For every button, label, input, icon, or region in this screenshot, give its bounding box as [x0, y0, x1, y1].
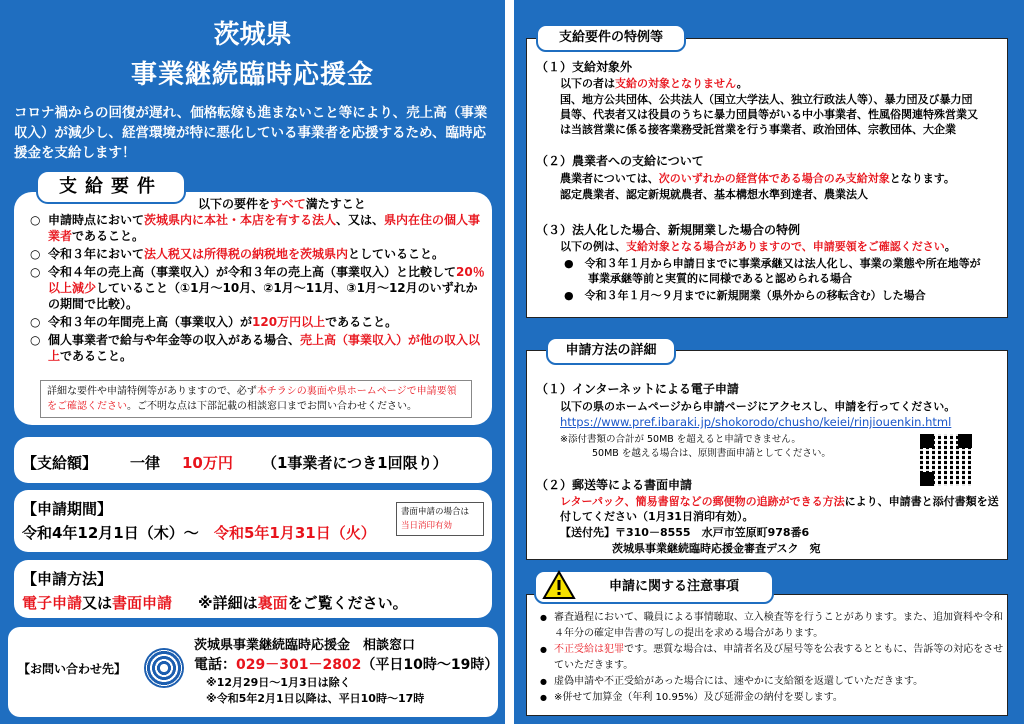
apply-destination-name: 茨城県事業継続臨時応援金審査デスク 宛 [612, 542, 821, 555]
special-s2-title: （２）農業者への支給について [536, 154, 704, 168]
amount-label: 【支給額】 [22, 454, 98, 472]
caution-item: ● ※併せて加算金（年利 10.95%）及び延滞金の納付を要します。 [540, 690, 1010, 706]
apply-url-link[interactable]: https://www.pref.ibaraki.jp/shokorodo/chusho/keiei/rinjiouenkin.html [560, 415, 952, 429]
apply-label: 申請方法の詳細 [546, 337, 676, 365]
requirement-item: ○ 個人事業者で給与や年金等の収入がある場合、売上高（事業収入）が他の収入以上であること。 [30, 333, 481, 363]
apply-mail-body2: 付してください（1月31日消印有効）。 [560, 510, 754, 523]
postmark-note: 書面申請の場合は 当日消印有効 [396, 502, 484, 536]
caution-item: ● 審査過程において、職員による事情聴取、立入検査等を行うことがあります。また、追加資料や令和４年分の確定申告書の写しの提出を求める場合があります。 [540, 610, 1010, 642]
amount-value: 10万円 [182, 454, 233, 472]
apply-online-body: 以下の県のホームページから申請ページにアクセスし、申請を行ってください。 [560, 400, 956, 413]
contact-note-holiday: ※12月29日～1月3日は除く [206, 676, 351, 689]
special-s2-lead: 農業者については、次のいずれかの経営体である場合のみ支給対象となります。 [560, 172, 955, 185]
intro-text: コロナ禍からの回復が遅れ、価格転嫁も進まないこと等により、売上高（事業収入）が減少し、経営環境が特に悪化している事業者を応援するため、臨時応援金を支給します！ [14, 105, 488, 161]
special-s1-line: は当該営業に係る接客業務受託営業を行う事業者、政治団体、宗教団体、大企業 [560, 123, 956, 136]
apply-mail-title: （２）郵送等による書面申請 [536, 478, 693, 492]
special-s3-lead: 以下の例は、支給対象となる場合がありますので、申請要領をご確認ください。 [560, 240, 956, 253]
requirement-item: ○ 令和３年の年間売上高（事業収入）が120万円以上であること。 [30, 315, 398, 329]
prefecture-logo-icon [144, 648, 184, 688]
apply-mail-body: レターパック、簡易書留などの郵便物の追跡ができる方法により、申請書と添付書類を送 [560, 495, 999, 508]
qr-code-icon[interactable] [920, 434, 972, 486]
period-start: 令和4年12月1日（木）～ [22, 524, 199, 542]
special-label: 支給要件の特例等 [536, 24, 686, 52]
apply-destination: 【送付先】〒310－8555 水戸市笠原町978番6 [560, 526, 810, 539]
amount-text: 一律 [130, 454, 161, 472]
special-s1-lead: 以下の者は支給の対象となりません。 [560, 77, 748, 90]
special-s3-bullet: ● 令和３年１月～９月までに新規開業（県外からの移転含む）した場合 [564, 289, 926, 302]
requirement-item: ○ 令和３年において法人税又は所得税の納税地を茨城県内としていること。 [30, 247, 445, 261]
special-s3-bullet: ● 令和３年１月から申請日までに事業承継又は法人化し、事業の業態や所在地等が [564, 257, 981, 270]
period-label: 【申請期間】 [22, 500, 113, 518]
special-s2-body: 認定農業者、認定新規就農者、基本構想水準到達者、農業法人 [560, 188, 868, 201]
special-s1-line: 国、地方公共団体、公共法人（国立大学法人、独立行政法人等）、暴力団及び暴力団 [560, 93, 973, 106]
special-s1-title: （１）支給対象外 [536, 60, 633, 74]
apply-online-title: （１）インターネットによる電子申請 [536, 382, 739, 396]
requirements-list [26, 212, 486, 366]
contact-phone[interactable]: 電話：029－301－2802（平日10時～19時） [194, 657, 499, 673]
requirements-note: 以下の要件をすべて満たすこと [198, 197, 366, 211]
requirements-label: 支給要件 [36, 170, 186, 204]
caution-list [540, 610, 1010, 706]
caution-item: ● 虚偽申請や不正受給があった場合には、速やかに支給額を返還していただきます。 [540, 674, 1010, 690]
title-prefecture: 茨城県 [213, 20, 292, 50]
amount-note: （1事業者につき1回限り） [262, 454, 448, 472]
special-s1-line: 員等、代表者又は役員のうちに暴力団員等がいる中小事業者、性風俗関連特殊営業又 [560, 108, 978, 121]
warning-icon [542, 570, 576, 600]
contact-note-hours: ※令和5年2月1日以降は、平日10時～17時 [206, 692, 425, 705]
method-text: 電子申請又は書面申請 ※詳細は裏面をご覧ください。 [22, 594, 408, 612]
caution-label: 申請に関する注意事項 [534, 570, 774, 604]
caution-item: ● 不正受給は犯罪です。悪質な場合は、申請者名及び屋号等を公表するとともに、告訴等の対応をさせていただきます。 [540, 642, 1010, 674]
special-s3-bullet-cont: 事業承継等前と実質的に同様であると認められる場合 [588, 272, 852, 285]
period-end: 令和5年1月31日（火） [214, 524, 376, 542]
apply-online-note1: ※添付書類の合計が 50MB を超えると申請できません。 [560, 434, 801, 445]
details-notice: 詳細な要件や申請特例等がありますので、必ず本チラシの裏面や県ホームページで申請要領をご確認ください。ご不明な点は下部記載の相談窓口までお問い合わせください。 [40, 380, 472, 418]
requirement-item: ○ 令和４年の売上高（事業収入）が令和３年の売上高（事業収入）と比較して20％以上減少していること（①1月～10月、②1月～11月、③1月～12月のいずれかの期間で比較）。 [30, 265, 485, 311]
requirement-item: ○ 申請時点において茨城県内に本社・本店を有する法人、又は、県内在住の個人事業者であること。 [30, 213, 481, 243]
contact-label: 【お問い合わせ先】 [18, 662, 127, 676]
title-program: 事業継続臨時応援金 [130, 60, 374, 90]
apply-online-note2: 50MB を越える場合は、原則書面申請としてください。 [592, 448, 831, 459]
contact-name: 茨城県事業継続臨時応援金 相談窓口 [194, 638, 416, 653]
special-s3-title: （３）法人化した場合、新規開業した場合の特例 [536, 223, 801, 237]
method-label: 【申請方法】 [22, 570, 113, 588]
